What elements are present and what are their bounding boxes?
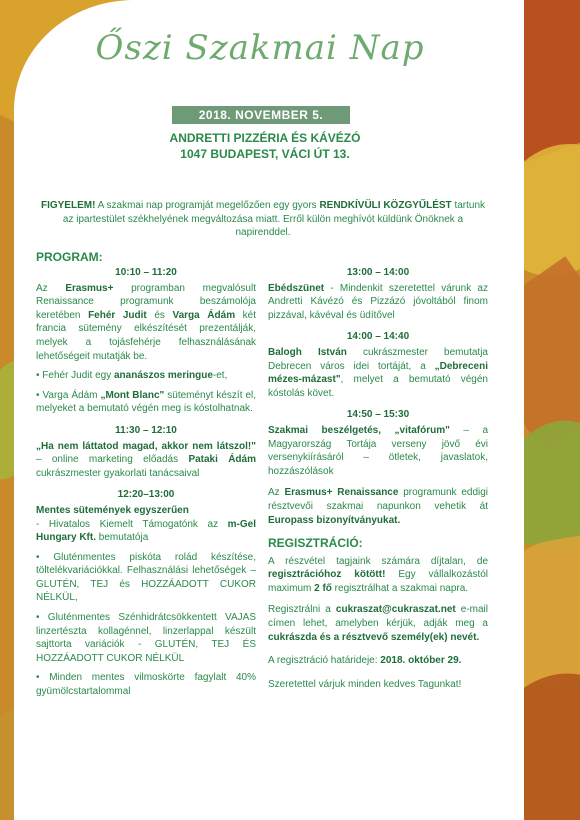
time-slot: 10:10 – 11:20: [115, 267, 177, 278]
program-item: Ebédszünet - Mindenkit szeretettel várunk az Andretti Kávézó és Pizzázó jóvoltából finom pizzával, kávéval és üdítővel: [268, 282, 488, 321]
program-heading: PROGRAM:: [36, 250, 103, 264]
notice-paragraph: [36, 199, 490, 240]
program-item: Az Erasmus+ Renaissance programunk eddigi résztvevői szakmai napunkon vehetik át Europass bizonyítványukat.: [268, 487, 489, 526]
closing-line: Szeretettel várjuk minden kedves Tagunkat!: [268, 678, 462, 690]
program-item: Szakmai beszélgetés, „vitafórum" – a Magyarország Tortája verseny jövő évi versenykiírásáról – ötletek, javaslatok, hozzászólások: [268, 424, 488, 477]
program-item: „Ha nem láttatod magad, akkor nem látszol!" – online marketing előadás Pataki Ádám cukrászmester gyakorlati tanácsaival: [36, 440, 256, 479]
notice-emphasis: RENDKÍVÜLI KÖZGYŰLÉST: [319, 200, 452, 211]
program-left-column: [36, 266, 256, 705]
date-banner: 2018. NOVEMBER 5.: [172, 106, 350, 124]
notice-lead: FIGYELEM!: [40, 200, 96, 211]
registration-text: A részvétel tagjaink számára díjtalan, de regisztrációhoz kötött! Egy vállalkozástól maximum 2 fő regisztrálhat a szakmai napra.: [268, 555, 489, 594]
program-item: Balogh István cukrászmester bemutatja Debrecen város idei tortáját, a „Debreceni mézes-mázast", melyet a bemutató végén kóstolás követ.: [268, 346, 488, 399]
registration-text: Regisztrálni a cukraszat@cukraszat.net e-mail címen lehet, amelyben kérjük, adják meg a cukrászda és a résztvevő személy(ek) nevét.: [268, 604, 488, 643]
bullet-item: • Gluténmentes piskóta rolád készítése, töltelékvariációkkal. Felhasználási lehetőségek – GLUTÉN, TEJ és HOZZÁADOTT CUKOR NÉLKÜL,: [36, 551, 256, 604]
program-item: Mentes sütemények egyszerűen: [36, 504, 189, 516]
time-slot: 14:50 – 15:30: [346, 409, 410, 421]
notice-text-2: tartunk az ipartestület székhelyének megváltozása miatt. Erről külön meghívót küldünk Önöknek a napirenddel.: [62, 200, 486, 239]
time-slot: 12:20–13:00: [117, 489, 175, 501]
bullet-item: • Minden mentes vilmoskörte fagylalt 40% gyümölcstartalommal: [36, 672, 256, 698]
program-item: Az Erasmus+ programban megvalósult Renaissance programunk beszámolója keretében Fehér Judit és Varga Ádám két francia sütemény elkészítését prezentálják, melyek a tojásfehérje felhasználásának lehetőségeit mutatják be.: [36, 282, 257, 362]
email-link[interactable]: cukraszat@cukraszat.net: [335, 604, 456, 616]
time-slot: 11:30 – 12:10: [115, 424, 177, 436]
venue-block: [120, 130, 410, 162]
program-right-column: [268, 266, 488, 697]
registration-heading: REGISZTRÁCIÓ:: [268, 536, 363, 551]
registration-deadline: A regisztráció határideje: 2018. október 29.: [268, 655, 462, 667]
time-slot: 14:00 – 14:40: [346, 331, 410, 343]
program-item: - Hivatalos Kiemelt Támogatónk az m-Gel Hungary Kft. bemutatója: [36, 518, 256, 544]
time-slot: 13:00 – 14:00: [346, 267, 410, 278]
venue-name: ANDRETTI PIZZÉRIA ÉS KÁVÉZÓ: [169, 131, 361, 145]
notice-text: A szakmai nap programját megelőzően egy gyors: [95, 200, 320, 211]
page-title: Őszi Szakmai Nap: [95, 28, 425, 68]
bullet-item: • Fehér Judit egy ananászos meringue-et,: [36, 370, 228, 382]
bullet-item: • Varga Ádám „Mont Blanc" süteményt készít el, melyeket a bemutató végén meg is kóstolhatnak.: [36, 389, 257, 415]
bullet-item: • Gluténmentes Szénhidrátcsökkentett VAJAS linzertészta kollagénnel, linzerlappal készült sajttorta variációk - GLUTÉN, TEJ ÉS HOZZÁADOTT CUKOR NÉLKÜL: [36, 612, 256, 664]
venue-address: 1047 BUDAPEST, VÁCI ÚT 13.: [180, 147, 350, 161]
